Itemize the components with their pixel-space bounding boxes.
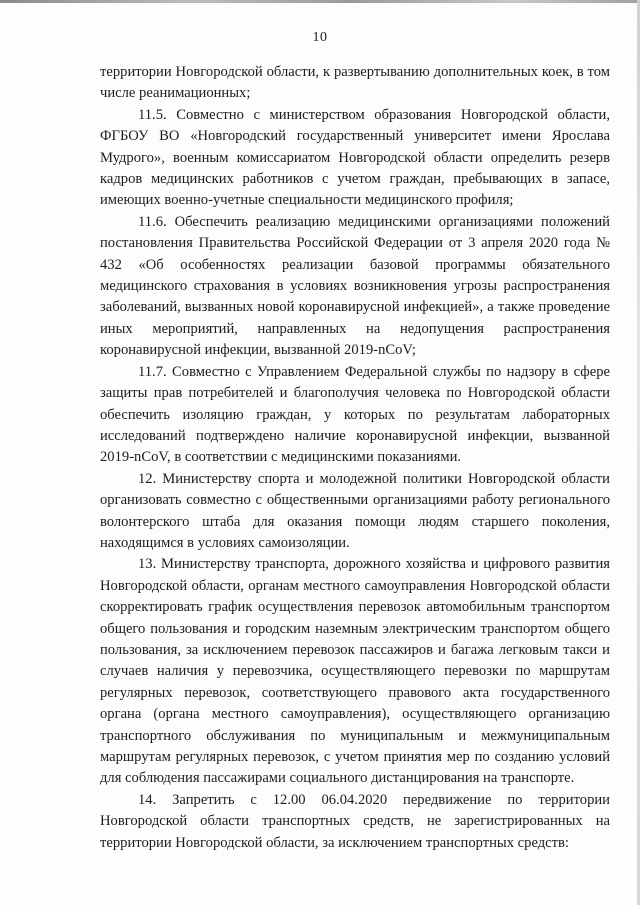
paragraph-12: 12. Министерству спорта и молодежной политики Новгородской области организовать совместно с общественными организациями работу регионального волонтерского штаба для оказания помощи людям старшего поколения, находящимся в условиях самоизоляции.	[100, 470, 610, 551]
paragraph-14: 14. Запретить с 12.00 06.04.2020 передвижение по территории Новгородской области транспортных средств, не зарегистрированных на территории Новгородской области, за исключением транспортных средств:	[100, 791, 610, 851]
scan-edge-top	[0, 0, 640, 3]
paragraph-11-5: 11.5. Совместно с министерством образования Новгородской области, ФГБОУ ВО «Новгородский государственный университет имени Ярослава Мудрого», военным комиссариатом Новгородской области определить резерв кадров медицинских работников с учетом граждан, пребывающих в запасе, имеющих военно-учетные специальности медицинского профиля;	[100, 106, 610, 209]
paragraph-continuation: территории Новгородской области, к развертыванию дополнительных коек, в том числе реанимационных;	[100, 64, 610, 102]
paragraph-13: 13. Министерству транспорта, дорожного хозяйства и цифрового развития Новгородской области, органам местного самоуправления Новгородской области скорректировать график осуществления перевозок автомобильным транспортом общего пользования и городским наземным электрическим транспортом общего пользования, за исключением перевозок пассажиров и багажа легковым такси и случаев наличия у перевозчика, осуществляющего перевозки по маршрутам регулярных перевозок, соответствующего правового акта государственного органа (органа местного самоуправления), осуществляющего организацию транспортного обслуживания по муниципальным и межмуниципальным маршрутам регулярных перевозок, с учетом принятия мер по созданию условий для соблюдения пассажирами социального дистанцирования на транспорте.	[100, 556, 610, 787]
paragraph-11-7: 11.7. Совместно с Управлением Федеральной службы по надзору в сфере защиты прав потребителей и благополучия человека по Новгородской области обеспечить изоляцию граждан, у которых по результатам лабораторных исследований подтверждено наличие коронавирусной инфекции, вызванной 2019-nCoV, в соответствии с медицинскими показаниями.	[100, 363, 610, 466]
document-body	[100, 62, 610, 854]
page-number: 10	[312, 30, 328, 45]
paragraph-11-6: 11.6. Обеспечить реализацию медицинскими организациями положений постановления Правительства Российской Федерации от 3 апреля 2020 года № 432 «Об особенностях реализации базовой программы обязательного медицинского страхования в условиях возникновения угрозы распространения заболеваний, вызванных новой коронавирусной инфекцией», а также проведение иных мероприятий, направленных на недопущения распространения коронавирусной инфекции, вызванной 2019-nCoV;	[100, 213, 610, 359]
